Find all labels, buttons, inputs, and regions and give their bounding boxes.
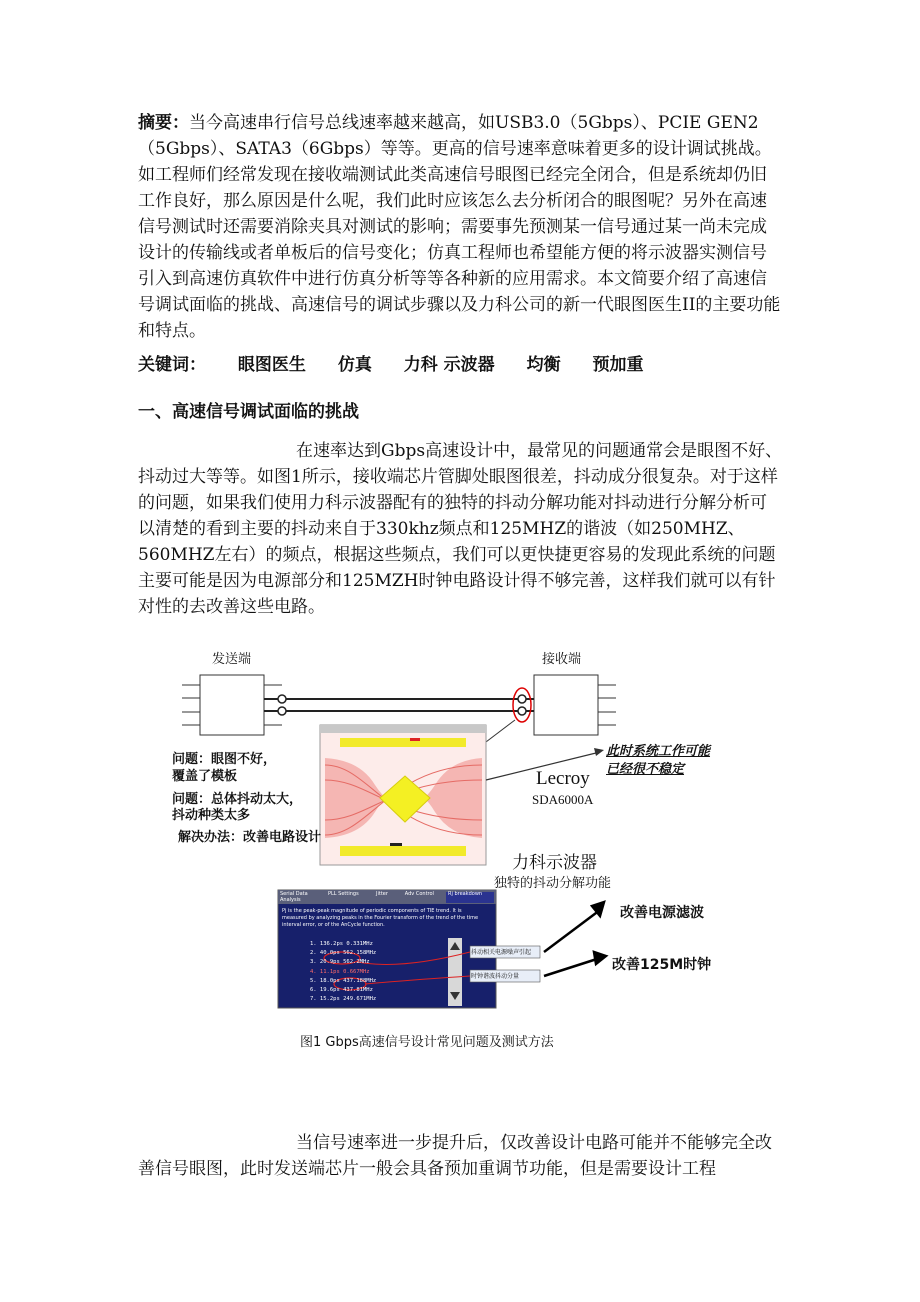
scope-model: SDA6000A bbox=[532, 792, 594, 807]
panel-tabs bbox=[278, 891, 496, 903]
scope-feature: 独特的抖动分解功能 bbox=[494, 876, 612, 891]
jitter-table bbox=[310, 940, 446, 1004]
tag-power-noise: 抖动相关电源噪声引起 bbox=[471, 949, 532, 956]
improvement-arrows bbox=[544, 902, 606, 976]
tab-rj-breakdown[interactable]: Rj breakdown bbox=[448, 891, 483, 897]
table-row: 4. 11.1ps 0.667MHz bbox=[310, 968, 370, 975]
tag-clock-harmonic: 时钟谐波抖动分量 bbox=[471, 973, 520, 980]
table-row: 6. 19.6ps 437.81MHz bbox=[310, 987, 373, 994]
scope-brand: Lecroy bbox=[536, 768, 590, 789]
figure-caption: 图1 Gbps高速信号设计常见问题及测试方法 bbox=[300, 1035, 554, 1050]
eye-diagram-screenshot bbox=[320, 725, 486, 865]
problem1-detail: 覆盖了模板 bbox=[172, 769, 238, 784]
note-line1: 此时系统工作可能 bbox=[606, 744, 711, 759]
rx-chip bbox=[534, 675, 598, 735]
tab-jitter[interactable]: Jitter bbox=[376, 891, 388, 897]
keyword-item: 均衡 bbox=[526, 355, 561, 375]
rx-label: 接收端 bbox=[542, 652, 582, 667]
tab-serial-data[interactable]: Serial Data Analysis bbox=[280, 891, 308, 903]
tx-label: 发送端 bbox=[212, 652, 252, 667]
tx-chip bbox=[200, 675, 264, 735]
keyword-item: 仿真 bbox=[337, 355, 372, 375]
table-row: 1. 136.2ps 0.331MHz bbox=[310, 941, 373, 947]
keyword-item: 预加重 bbox=[592, 355, 644, 375]
scope-name: 力科示波器 bbox=[512, 853, 597, 873]
solution-label: 解决办法：改善电路设计 bbox=[178, 830, 322, 845]
tab-pll-settings[interactable]: PLL Settings bbox=[328, 891, 359, 897]
improve-clock: 改善125M时钟 bbox=[612, 957, 712, 973]
table-row: 7. 15.2ps 249.671MHz bbox=[310, 996, 377, 1003]
tab-adv-control[interactable]: Adv Control bbox=[404, 891, 434, 897]
figure-diagram bbox=[160, 640, 760, 1060]
keywords-label: 关键词： bbox=[138, 355, 206, 375]
note-line2: 已经很不稳定 bbox=[606, 762, 685, 777]
problem2-label: 问题：总体抖动太大， bbox=[172, 792, 303, 807]
panel-description: Pj is the peak-peak magnitude of periodic components of TIE trend. It is measured by analyzing peaks in the Fourier transform of the trend of the time interval error, or of the AnCycle function. bbox=[282, 908, 479, 928]
table-row: 2. 40.0ps 562.158MHz bbox=[310, 950, 377, 957]
section-paragraph-2: 当信号速率进一步提升后，仅改善设计电路可能并不能够完全改善信号眼图，此时发送端芯片一般会具备预加重调节功能，但是需要设计工程 bbox=[138, 1133, 772, 1179]
abstract-paragraph bbox=[138, 110, 783, 344]
section-heading: 一、高速信号调试面临的挑战 bbox=[138, 402, 359, 422]
keyword-item: 力科 示波器 bbox=[403, 355, 495, 375]
keywords-line bbox=[138, 350, 670, 375]
improve-power-filter: 改善电源滤波 bbox=[620, 905, 704, 921]
abstract-text: 当今高速串行信号总线速率越来越高，如USB3.0（5Gbps）、PCIE GEN2（5Gbps）、SATA3（6Gbps）等等。更高的信号速率意味着更多的设计调试挑战。如工程师们经常发现在接收端测试此类高速信号眼图已经完全闭合，但是系统却仍旧工作良好，那么原因是什么呢，我们此时应该怎么去分析闭合的眼图呢？另外在高速信号测试时还需要消除夹具对测试的影响；需要事先预测某一信号通过某一尚未完成设计的传输线或者单板后的信号变化；仿真工程师也希望能方便的将示波器实测信号引入到高速仿真软件中进行仿真分析等等各种新的应用需求。本文简要介绍了高速信号调试面临的挑战、高速信号的调试步骤以及力科公司的新一代眼图医生II的主要功能和特点。 bbox=[138, 113, 781, 341]
keyword-item: 眼图医生 bbox=[237, 355, 306, 375]
figure-1 bbox=[160, 640, 760, 1060]
probe-point-circle bbox=[513, 688, 531, 722]
table-row: 5. 18.0ps 437.188MHz bbox=[310, 977, 377, 984]
problem1-label: 问题：眼图不好， bbox=[172, 752, 277, 767]
section-paragraph: 在速率达到Gbps高速设计中，最常见的问题通常会是眼图不好、抖动过大等等。如图1所示，接收端芯片管脚处眼图很差，抖动成分很复杂。对于这样的问题，如果我们使用力科示波器配有的独特的抖动分解功能对抖动进行分解分析可以清楚的看到主要的抖动来自于330khz频点和125MHZ的谐波（如250MHZ、560MHZ左右）的频点，根据这些频点，我们可以更快捷更容易的发现此系统的问题主要可能是因为电源部分和125MZH时钟电路设计得不够完善，这样我们就可以有针对性的去改善这些电路。 bbox=[138, 441, 783, 617]
problem2-detail: 抖动种类太多 bbox=[172, 808, 251, 823]
abstract-label: 摘要： bbox=[138, 113, 189, 133]
table-row: 3. 20.9ps 562.2MHz bbox=[310, 959, 370, 966]
